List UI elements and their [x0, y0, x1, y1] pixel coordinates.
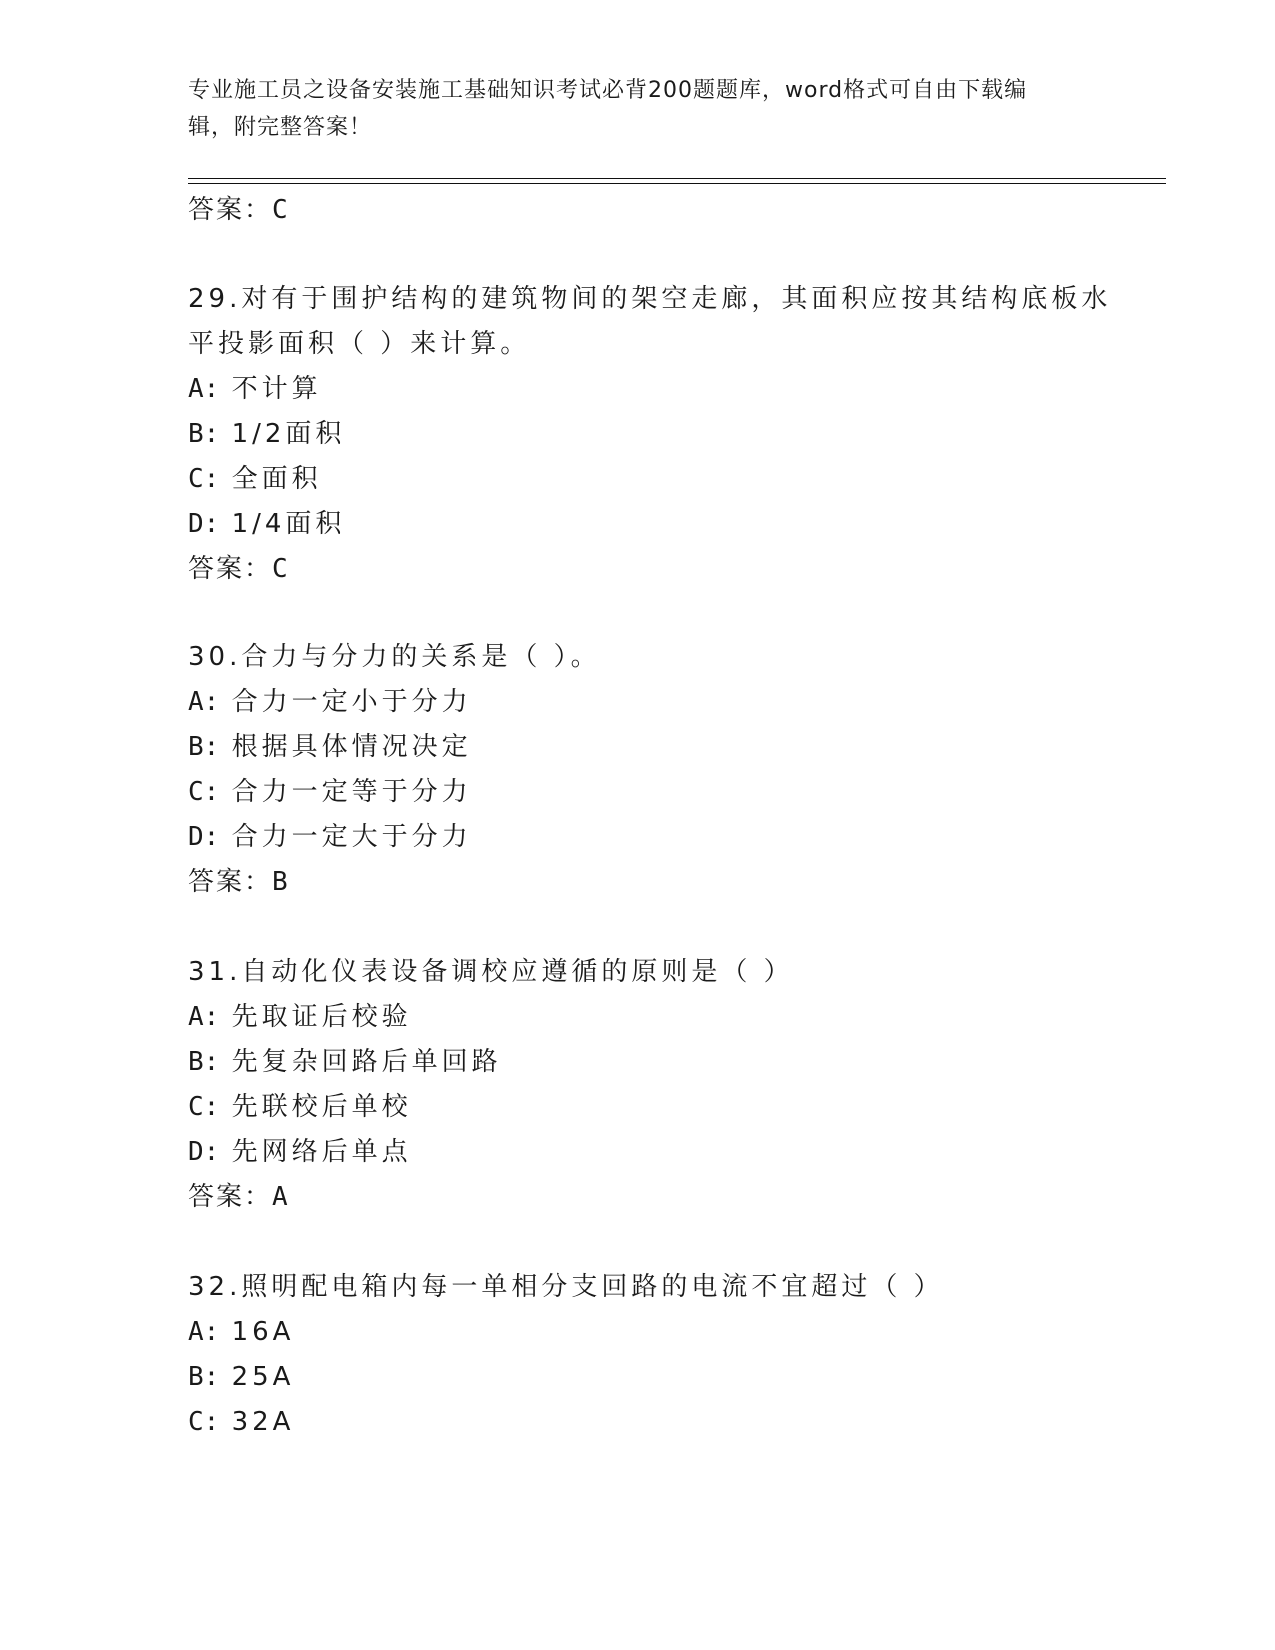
option-c [188, 1405, 294, 1439]
option-key: D: [188, 1137, 220, 1167]
option-key: B: [188, 1362, 220, 1392]
option-key: D: [188, 509, 220, 539]
option-text: 32A [231, 1407, 295, 1437]
answer-value: C [272, 554, 288, 584]
option-b [188, 1045, 502, 1079]
answer-label: 答案： [188, 554, 273, 584]
option-text: 先网络后单点 [231, 1137, 412, 1167]
option-key: A: [188, 1002, 220, 1032]
option-b [188, 417, 345, 451]
question-stem-continued: 平投影面积（ ）来计算。 [188, 329, 531, 359]
option-key: B: [188, 1047, 220, 1077]
option-key: C: [188, 1407, 220, 1437]
answer-value: C [272, 195, 288, 225]
option-text: 全面积 [231, 464, 322, 494]
option-d [188, 507, 345, 541]
header-rule-bottom [188, 183, 1166, 184]
answer-line [188, 193, 288, 227]
option-text: 不计算 [231, 374, 322, 404]
option-a [188, 685, 472, 719]
option-key: D: [188, 822, 220, 852]
option-key: B: [188, 732, 220, 762]
question-stem: 29.对有于围护结构的建筑物间的架空走廊，其面积应按其结构底板水 [188, 284, 1112, 314]
option-text: 16A [231, 1317, 295, 1347]
option-key: B: [188, 419, 220, 449]
answer-line [188, 865, 288, 899]
option-b [188, 1360, 294, 1394]
question-stem: 30.合力与分力的关系是（ ）。 [188, 642, 601, 672]
document-header: 专业施工员之设备安装施工基础知识考试必背200题题库，word格式可自由下载编辑，附完整答案！ [188, 78, 1028, 140]
answer-label: 答案： [188, 1182, 273, 1212]
option-text: 25A [231, 1362, 295, 1392]
question-stem: 31.自动化仪表设备调校应遵循的原则是（ ） [188, 957, 794, 987]
option-text: 1/2面积 [231, 419, 346, 449]
option-key: A: [188, 1317, 220, 1347]
answer-label: 答案： [188, 867, 273, 897]
option-a [188, 372, 322, 406]
option-a [188, 1315, 294, 1349]
option-text: 合力一定小于分力 [231, 687, 472, 717]
option-c [188, 775, 472, 809]
option-d [188, 1135, 412, 1169]
option-text: 合力一定等于分力 [231, 777, 472, 807]
option-text: 先联校后单校 [231, 1092, 412, 1122]
option-b [188, 730, 472, 764]
question-stem: 32.照明配电箱内每一单相分支回路的电流不宜超过（ ） [188, 1272, 944, 1302]
option-key: A: [188, 687, 220, 717]
option-a [188, 1000, 412, 1034]
answer-line [188, 552, 288, 586]
option-key: C: [188, 464, 220, 494]
header-rule-top [188, 178, 1166, 179]
option-key: C: [188, 1092, 220, 1122]
option-text: 先取证后校验 [231, 1002, 412, 1032]
answer-label: 答案： [188, 195, 273, 225]
answer-value: B [272, 867, 288, 897]
option-text: 1/4面积 [231, 509, 346, 539]
option-text: 合力一定大于分力 [231, 822, 472, 852]
option-d [188, 820, 472, 854]
option-c [188, 462, 322, 496]
option-text: 根据具体情况决定 [231, 732, 472, 762]
option-key: A: [188, 374, 220, 404]
option-c [188, 1090, 412, 1124]
option-key: C: [188, 777, 220, 807]
answer-value: A [272, 1182, 288, 1212]
answer-line [188, 1180, 288, 1214]
option-text: 先复杂回路后单回路 [231, 1047, 502, 1077]
